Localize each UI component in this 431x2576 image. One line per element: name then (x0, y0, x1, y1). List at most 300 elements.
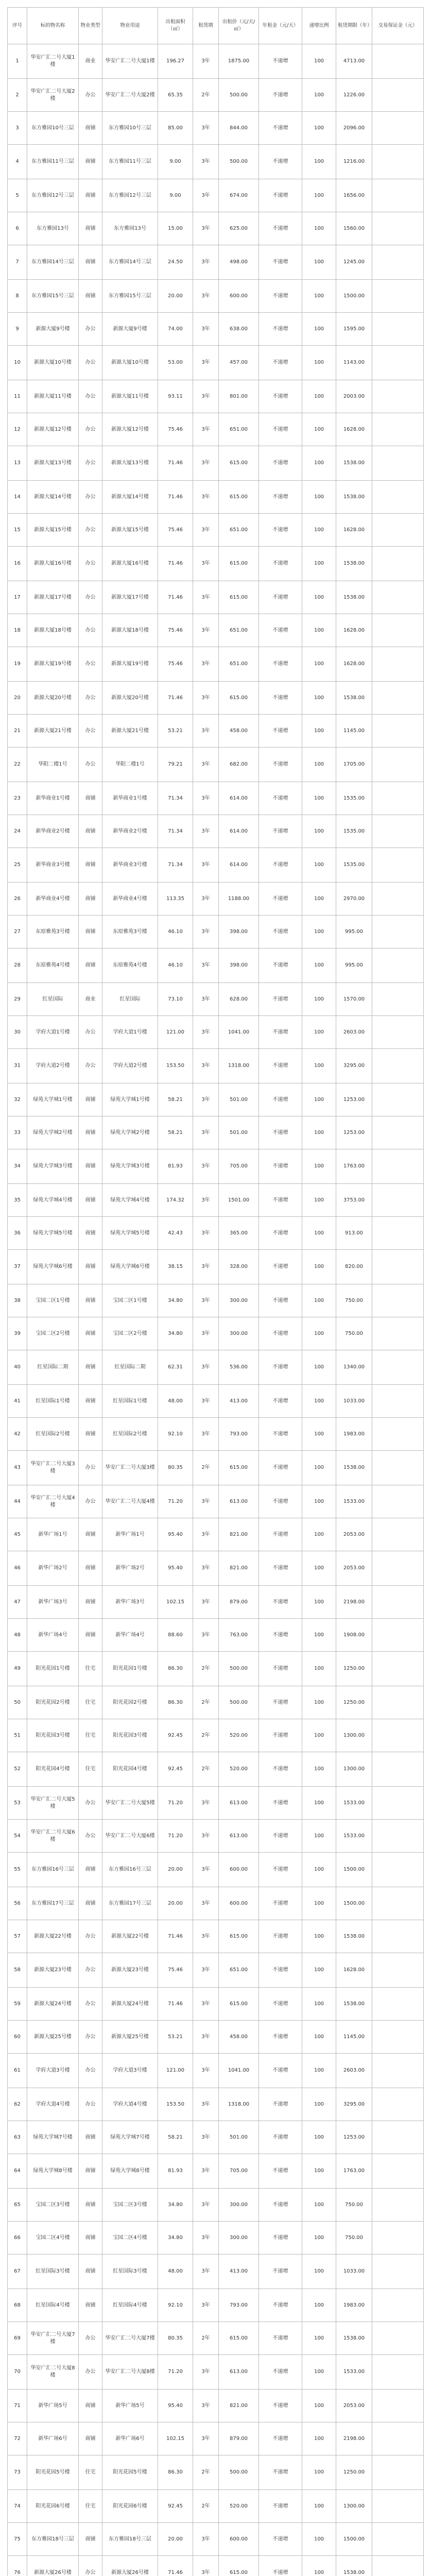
cell-term-years: 3753.00 (336, 1184, 372, 1217)
cell-property-type: 商铺 (79, 112, 102, 145)
cell-increase: 100 (302, 815, 336, 848)
cell-price: 615.00 (219, 682, 259, 715)
cell-annual-rent: 不递增 (259, 1619, 302, 1652)
cell-property-name: 新源大厦18号楼 (27, 614, 79, 647)
table-row (8, 1953, 424, 1988)
cell-area: 58.21 (158, 1116, 193, 1149)
cell-increase: 100 (302, 1116, 336, 1149)
cell-increase: 100 (302, 2556, 336, 2576)
table-row (8, 1586, 424, 1619)
cell-lease-term: 3年 (193, 446, 219, 481)
cell-property-type: 商铺 (79, 1149, 102, 1184)
cell-index: 67 (8, 2255, 27, 2289)
cell-lease-term: 3年 (193, 916, 219, 948)
cell-lease-term: 2年 (193, 1451, 219, 1485)
cell-annual-rent: 不递增 (259, 1317, 302, 1350)
cell-increase: 100 (302, 1752, 336, 1787)
cell-property-usage: 新华广场2号 (102, 1551, 158, 1586)
cell-property-name: 宝园二区1号楼 (27, 1284, 79, 1317)
cell-property-name: 东方雅园12号三层 (27, 179, 79, 212)
cell-lease-term: 3年 (193, 547, 219, 581)
cell-deposit (372, 1451, 424, 1485)
cell-area: 9.00 (158, 145, 193, 179)
cell-term-years: 1533.00 (336, 1485, 372, 1518)
cell-area: 34.80 (158, 1284, 193, 1317)
cell-price: 520.00 (219, 1719, 259, 1752)
cell-price: 501.00 (219, 1083, 259, 1116)
cell-index: 47 (8, 1586, 27, 1619)
cell-term-years: 2603.00 (336, 1016, 372, 1049)
cell-deposit (372, 179, 424, 212)
cell-price: 821.00 (219, 1518, 259, 1551)
cell-term-years: 1538.00 (336, 1451, 372, 1485)
cell-property-name: 学府大道4号楼 (27, 2088, 79, 2121)
cell-lease-term: 3年 (193, 883, 219, 916)
cell-lease-term: 3年 (193, 2523, 219, 2556)
cell-deposit (372, 2154, 424, 2189)
cell-increase: 100 (302, 547, 336, 581)
cell-deposit (372, 614, 424, 647)
cell-property-name: 学府大道2号楼 (27, 1049, 79, 1083)
cell-increase: 100 (302, 647, 336, 682)
cell-term-years: 1533.00 (336, 1820, 372, 1853)
cell-annual-rent: 不递增 (259, 2389, 302, 2422)
cell-term-years: 820.00 (336, 1250, 372, 1284)
cell-area: 71.46 (158, 1988, 193, 2021)
cell-lease-term: 3年 (193, 715, 219, 748)
cell-property-name: 宝园二区4号楼 (27, 2222, 79, 2255)
cell-deposit (372, 1284, 424, 1317)
cell-annual-rent: 不递增 (259, 916, 302, 948)
cell-deposit (372, 581, 424, 614)
cell-increase: 100 (302, 1485, 336, 1518)
cell-property-type: 住宅 (79, 1752, 102, 1787)
cell-term-years: 1538.00 (336, 481, 372, 514)
cell-property-usage: 东方雅园11号三层 (102, 145, 158, 179)
cell-price: 793.00 (219, 2289, 259, 2322)
cell-area: 71.20 (158, 1485, 193, 1518)
cell-lease-term: 2年 (193, 1719, 219, 1752)
cell-area: 38.15 (158, 1250, 193, 1284)
cell-property-name: 宝园二区2号楼 (27, 1317, 79, 1350)
cell-lease-term: 3年 (193, 1016, 219, 1049)
cell-price: 501.00 (219, 2121, 259, 2154)
table-row (8, 2054, 424, 2088)
cell-area: 71.20 (158, 2355, 193, 2389)
cell-area: 75.46 (158, 1953, 193, 1988)
cell-term-years: 1533.00 (336, 2355, 372, 2389)
cell-index: 39 (8, 1317, 27, 1350)
cell-lease-term: 3年 (193, 413, 219, 446)
cell-increase: 100 (302, 280, 336, 313)
cell-deposit (372, 1485, 424, 1518)
table-row (8, 1317, 424, 1350)
cell-area: 71.46 (158, 446, 193, 481)
cell-area: 71.46 (158, 682, 193, 715)
cell-deposit (372, 280, 424, 313)
cell-deposit (372, 1619, 424, 1652)
cell-lease-term: 3年 (193, 2389, 219, 2422)
cell-lease-term: 3年 (193, 1988, 219, 2021)
cell-property-usage: 红星国际 (102, 983, 158, 1016)
cell-lease-term: 3年 (193, 179, 219, 212)
table-row (8, 815, 424, 848)
cell-deposit (372, 1752, 424, 1787)
table-row (8, 647, 424, 682)
cell-price: 625.00 (219, 212, 259, 245)
cell-term-years: 1250.00 (336, 1686, 372, 1719)
cell-deposit (372, 547, 424, 581)
cell-price: 520.00 (219, 1752, 259, 1787)
cell-area: 53.21 (158, 2021, 193, 2054)
cell-increase: 100 (302, 1049, 336, 1083)
cell-property-name: 学府大道3号楼 (27, 2054, 79, 2088)
cell-annual-rent: 不递增 (259, 2222, 302, 2255)
cell-area: 95.40 (158, 2389, 193, 2422)
cell-property-name: 绿苑大学城8号楼 (27, 2154, 79, 2189)
cell-area: 196.27 (158, 44, 193, 79)
cell-deposit (372, 2054, 424, 2088)
cell-lease-term: 3年 (193, 1317, 219, 1350)
cell-property-type: 商铺 (79, 2523, 102, 2556)
cell-term-years: 1500.00 (336, 2523, 372, 2556)
cell-area: 93.11 (158, 380, 193, 413)
table-row (8, 1284, 424, 1317)
table-row (8, 883, 424, 916)
cell-property-type: 住宅 (79, 2490, 102, 2523)
cell-annual-rent: 不递增 (259, 2455, 302, 2490)
cell-deposit (372, 346, 424, 380)
cell-property-usage: 新源大厦13号楼 (102, 446, 158, 481)
cell-property-usage: 绿苑大学城3号楼 (102, 1149, 158, 1184)
cell-term-years: 1145.00 (336, 2021, 372, 2054)
cell-index: 16 (8, 547, 27, 581)
cell-index: 48 (8, 1619, 27, 1652)
table-row (8, 2422, 424, 2455)
cell-price: 651.00 (219, 614, 259, 647)
cell-property-name: 新华商业2号楼 (27, 815, 79, 848)
table-row (8, 44, 424, 79)
cell-annual-rent: 不递增 (259, 2422, 302, 2455)
cell-lease-term: 3年 (193, 1820, 219, 1853)
cell-property-type: 商铺 (79, 245, 102, 280)
table-row (8, 1920, 424, 1953)
cell-property-type: 商铺 (79, 1586, 102, 1619)
cell-property-usage: 红星国际1号楼 (102, 1385, 158, 1418)
cell-term-years: 1538.00 (336, 446, 372, 481)
cell-property-type: 商铺 (79, 1551, 102, 1586)
cell-price: 705.00 (219, 1149, 259, 1184)
cell-increase: 100 (302, 2222, 336, 2255)
cell-price: 600.00 (219, 280, 259, 313)
cell-increase: 100 (302, 2154, 336, 2189)
cell-property-type: 商铺 (79, 212, 102, 245)
cell-area: 102.15 (158, 1586, 193, 1619)
cell-property-name: 新源大厦20号楼 (27, 682, 79, 715)
cell-index: 38 (8, 1284, 27, 1317)
cell-property-name: 新源大厦13号楼 (27, 446, 79, 481)
cell-lease-term: 3年 (193, 2054, 219, 2088)
column-header-name: 标的物名称 (27, 8, 79, 44)
cell-deposit (372, 815, 424, 848)
cell-annual-rent: 不递增 (259, 2490, 302, 2523)
cell-deposit (372, 2189, 424, 2222)
cell-term-years: 2096.00 (336, 112, 372, 145)
table-row (8, 179, 424, 212)
cell-term-years: 1216.00 (336, 145, 372, 179)
cell-property-type: 住宅 (79, 1686, 102, 1719)
cell-term-years: 750.00 (336, 1284, 372, 1317)
table-row (8, 2222, 424, 2255)
cell-price: 1875.00 (219, 44, 259, 79)
cell-index: 10 (8, 346, 27, 380)
cell-price: 613.00 (219, 1787, 259, 1820)
cell-annual-rent: 不递增 (259, 280, 302, 313)
cell-term-years: 1250.00 (336, 1652, 372, 1686)
cell-annual-rent: 不递增 (259, 2556, 302, 2576)
table-row (8, 2355, 424, 2389)
cell-area: 80.35 (158, 2322, 193, 2355)
cell-index: 27 (8, 916, 27, 948)
cell-index: 19 (8, 647, 27, 682)
cell-price: 600.00 (219, 1887, 259, 1920)
cell-property-type: 商业 (79, 44, 102, 79)
cell-index: 59 (8, 1988, 27, 2021)
cell-property-name: 新华广场6号 (27, 2422, 79, 2455)
table-row (8, 1551, 424, 1586)
cell-property-usage: 新源大厦14号楼 (102, 481, 158, 514)
cell-deposit (372, 2523, 424, 2556)
cell-term-years: 1538.00 (336, 2556, 372, 2576)
cell-lease-term: 3年 (193, 1418, 219, 1451)
cell-increase: 100 (302, 481, 336, 514)
cell-property-usage: 新源大厦11号楼 (102, 380, 158, 413)
cell-property-usage: 华安广汇二号大厦8楼 (102, 2355, 158, 2389)
cell-index: 44 (8, 1485, 27, 1518)
cell-property-usage: 华安广汇二号大厦1楼 (102, 44, 158, 79)
cell-area: 15.00 (158, 212, 193, 245)
cell-price: 614.00 (219, 848, 259, 883)
cell-property-type: 商铺 (79, 179, 102, 212)
table-row (8, 2255, 424, 2289)
cell-term-years: 1033.00 (336, 2255, 372, 2289)
cell-term-years: 1033.00 (336, 1385, 372, 1418)
cell-property-type: 商铺 (79, 1418, 102, 1451)
cell-deposit (372, 1317, 424, 1350)
cell-area: 65.35 (158, 79, 193, 112)
cell-area: 81.93 (158, 1149, 193, 1184)
cell-property-name: 绿苑大学城6号楼 (27, 1250, 79, 1284)
cell-property-type: 商铺 (79, 782, 102, 815)
cell-lease-term: 3年 (193, 581, 219, 614)
column-header-usage: 物业用途 (102, 8, 158, 44)
cell-area: 92.45 (158, 1719, 193, 1752)
cell-property-name: 东方雅园17号三层 (27, 1887, 79, 1920)
cell-price: 500.00 (219, 1652, 259, 1686)
table-row (8, 1116, 424, 1149)
cell-area: 48.00 (158, 1385, 193, 1418)
cell-property-name: 新源大厦22号楼 (27, 1920, 79, 1953)
cell-area: 75.46 (158, 514, 193, 547)
cell-property-name: 红星国际 (27, 983, 79, 1016)
cell-property-name: 新源大厦25号楼 (27, 2021, 79, 2054)
cell-property-type: 商铺 (79, 1887, 102, 1920)
cell-property-name: 新源大厦19号楼 (27, 647, 79, 682)
cell-price: 500.00 (219, 1686, 259, 1719)
cell-property-usage: 新华广场4号 (102, 1619, 158, 1652)
cell-price: 600.00 (219, 1853, 259, 1887)
cell-property-name: 绿苑大学城5号楼 (27, 1217, 79, 1250)
cell-property-usage: 红星国际二期 (102, 1350, 158, 1385)
cell-price: 1318.00 (219, 1049, 259, 1083)
cell-property-type: 办公 (79, 1920, 102, 1953)
cell-lease-term: 3年 (193, 1853, 219, 1887)
cell-increase: 100 (302, 1988, 336, 2021)
cell-term-years: 2970.00 (336, 883, 372, 916)
cell-area: 102.15 (158, 2422, 193, 2455)
cell-index: 76 (8, 2556, 27, 2576)
table-row (8, 2189, 424, 2222)
property-lease-table (7, 7, 424, 2576)
cell-area: 34.80 (158, 2189, 193, 2222)
cell-index: 46 (8, 1551, 27, 1586)
table-row (8, 1250, 424, 1284)
cell-property-usage: 学府大道1号楼 (102, 1016, 158, 1049)
cell-deposit (372, 1385, 424, 1418)
cell-property-name: 新华商业1号楼 (27, 782, 79, 815)
cell-property-type: 办公 (79, 446, 102, 481)
cell-deposit (372, 715, 424, 748)
table-row (8, 983, 424, 1016)
cell-index: 72 (8, 2422, 27, 2455)
cell-property-usage: 新源大厦25号楼 (102, 2021, 158, 2054)
cell-property-name: 红星国际2号楼 (27, 1418, 79, 1451)
cell-property-usage: 华安广汇二号大厦7楼 (102, 2322, 158, 2355)
cell-property-type: 办公 (79, 2021, 102, 2054)
cell-term-years: 3295.00 (336, 2088, 372, 2121)
cell-index: 73 (8, 2455, 27, 2490)
cell-annual-rent: 不递增 (259, 682, 302, 715)
table-row (8, 2523, 424, 2556)
cell-lease-term: 3年 (193, 1149, 219, 1184)
table-row (8, 1451, 424, 1485)
cell-lease-term: 3年 (193, 145, 219, 179)
column-header-price: 出租价（元/天/㎡） (219, 8, 259, 44)
cell-deposit (372, 782, 424, 815)
cell-property-usage: 新华广场1号 (102, 1518, 158, 1551)
cell-index: 3 (8, 112, 27, 145)
cell-term-years: 1570.00 (336, 983, 372, 1016)
cell-annual-rent: 不递增 (259, 1686, 302, 1719)
cell-property-usage: 东方雅园14号三层 (102, 245, 158, 280)
cell-price: 413.00 (219, 2255, 259, 2289)
cell-increase: 100 (302, 1518, 336, 1551)
cell-property-name: 红星国际二期 (27, 1350, 79, 1385)
cell-increase: 100 (302, 245, 336, 280)
table-row (8, 748, 424, 782)
cell-price: 615.00 (219, 581, 259, 614)
cell-deposit (372, 1418, 424, 1451)
cell-area: 58.21 (158, 2121, 193, 2154)
cell-deposit (372, 2255, 424, 2289)
cell-area: 153.50 (158, 1049, 193, 1083)
cell-annual-rent: 不递增 (259, 446, 302, 481)
cell-increase: 100 (302, 1317, 336, 1350)
cell-property-usage: 东方雅园16号三层 (102, 1853, 158, 1887)
cell-lease-term: 2年 (193, 2322, 219, 2355)
cell-property-name: 新源大厦24号楼 (27, 1988, 79, 2021)
cell-lease-term: 3年 (193, 1518, 219, 1551)
cell-term-years: 1595.00 (336, 313, 372, 346)
cell-annual-rent: 不递增 (259, 1451, 302, 1485)
cell-price: 413.00 (219, 1385, 259, 1418)
cell-term-years: 1300.00 (336, 1719, 372, 1752)
cell-price: 763.00 (219, 1619, 259, 1652)
cell-property-usage: 阳光花园1号楼 (102, 1652, 158, 1686)
cell-increase: 100 (302, 2455, 336, 2490)
cell-property-type: 商铺 (79, 2154, 102, 2189)
cell-property-type: 住宅 (79, 1719, 102, 1752)
cell-price: 600.00 (219, 2523, 259, 2556)
cell-term-years: 1500.00 (336, 1853, 372, 1887)
cell-price: 536.00 (219, 1350, 259, 1385)
cell-deposit (372, 1149, 424, 1184)
cell-index: 24 (8, 815, 27, 848)
table-row (8, 1752, 424, 1787)
cell-property-name: 华安广汇二号大厦4楼 (27, 1485, 79, 1518)
cell-property-type: 商铺 (79, 1853, 102, 1887)
cell-lease-term: 2年 (193, 1752, 219, 1787)
cell-property-type: 办公 (79, 1485, 102, 1518)
table-row (8, 380, 424, 413)
cell-index: 68 (8, 2289, 27, 2322)
cell-property-name: 新源大厦12号楼 (27, 413, 79, 446)
cell-annual-rent: 不递增 (259, 245, 302, 280)
cell-property-usage: 新源大厦21号楼 (102, 715, 158, 748)
cell-annual-rent: 不递增 (259, 1719, 302, 1752)
cell-property-usage: 绿苑大学城8号楼 (102, 2154, 158, 2189)
cell-price: 651.00 (219, 514, 259, 547)
cell-lease-term: 3年 (193, 1184, 219, 1217)
cell-property-type: 住宅 (79, 1652, 102, 1686)
cell-lease-term: 3年 (193, 983, 219, 1016)
table-row (8, 1016, 424, 1049)
cell-price: 615.00 (219, 1920, 259, 1953)
cell-price: 398.00 (219, 948, 259, 983)
cell-property-type: 商铺 (79, 1184, 102, 1217)
cell-lease-term: 2年 (193, 2455, 219, 2490)
cell-price: 300.00 (219, 1317, 259, 1350)
table-row (8, 2021, 424, 2054)
cell-term-years: 3295.00 (336, 1049, 372, 1083)
cell-annual-rent: 不递增 (259, 1887, 302, 1920)
cell-deposit (372, 848, 424, 883)
cell-property-type: 商铺 (79, 1518, 102, 1551)
cell-annual-rent: 不递增 (259, 2121, 302, 2154)
cell-lease-term: 3年 (193, 2422, 219, 2455)
cell-annual-rent: 不递增 (259, 815, 302, 848)
cell-property-name: 学府大道1号楼 (27, 1016, 79, 1049)
cell-increase: 100 (302, 2322, 336, 2355)
cell-increase: 100 (302, 2088, 336, 2121)
cell-annual-rent: 不递增 (259, 547, 302, 581)
table-row (8, 1988, 424, 2021)
cell-increase: 100 (302, 380, 336, 413)
cell-area: 153.50 (158, 2088, 193, 2121)
cell-lease-term: 3年 (193, 44, 219, 79)
cell-annual-rent: 不递增 (259, 1418, 302, 1451)
cell-increase: 100 (302, 1250, 336, 1284)
